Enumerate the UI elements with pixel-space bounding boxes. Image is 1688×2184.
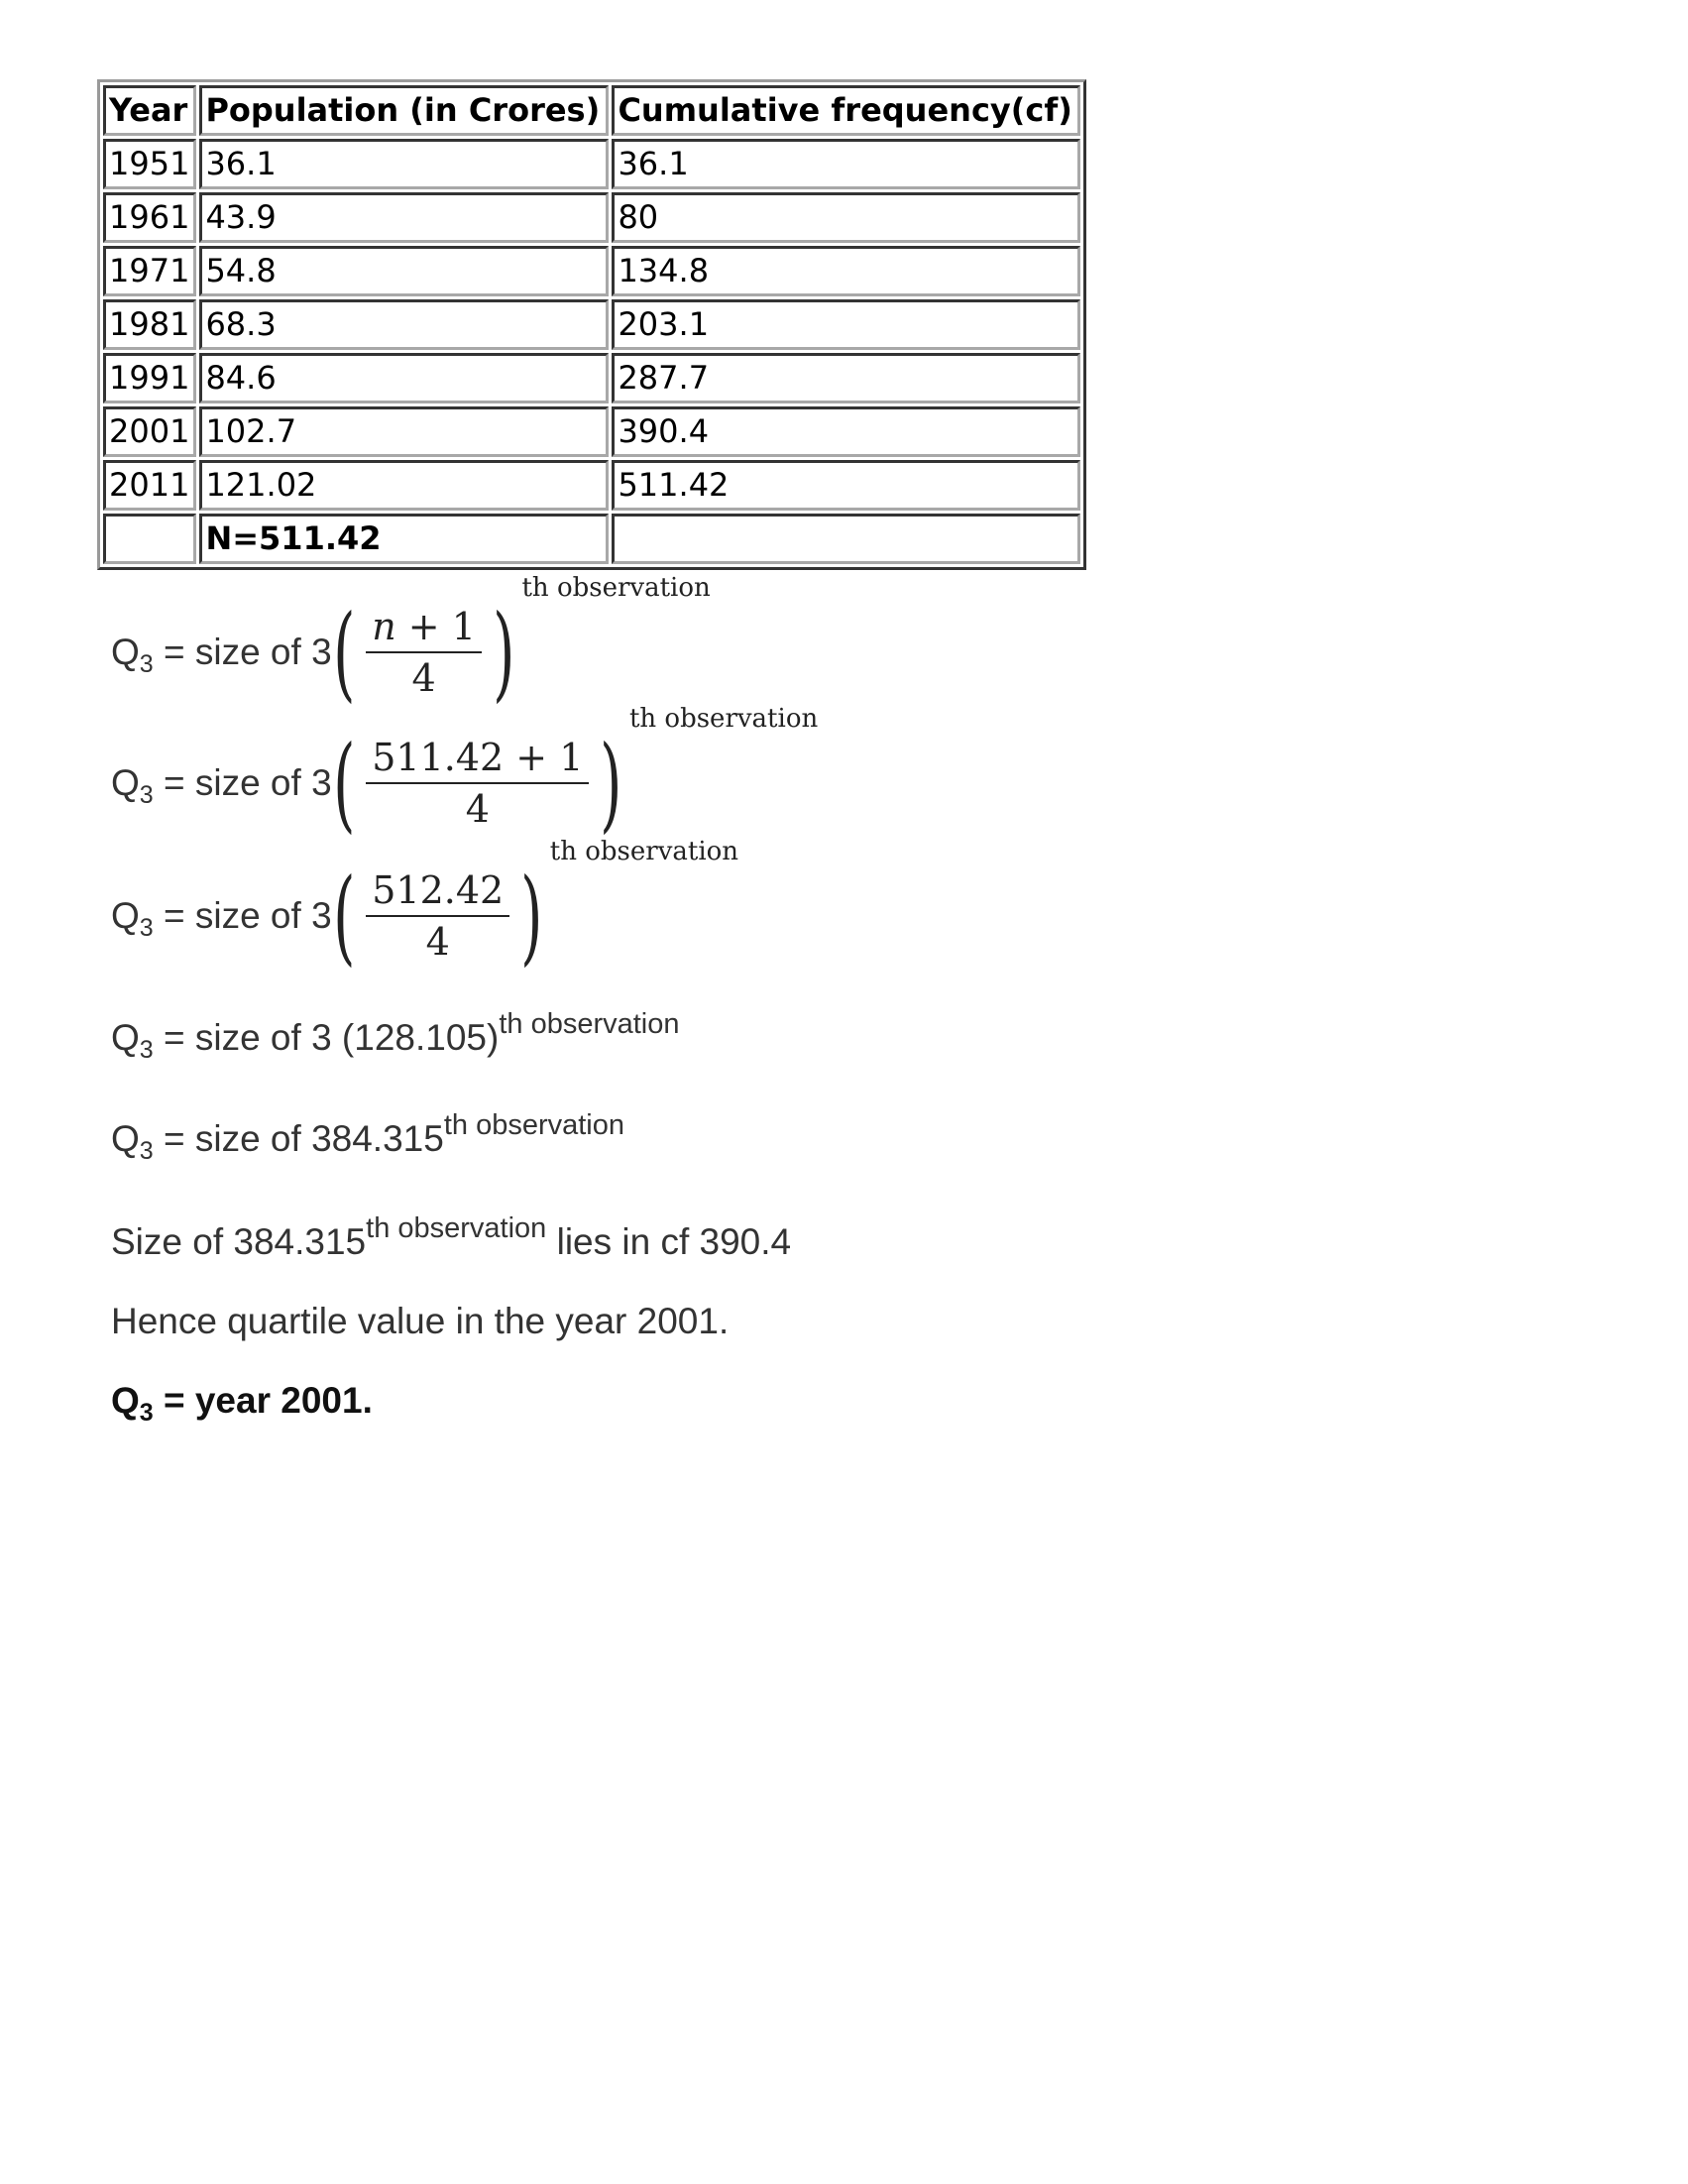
q3-label: Q [111, 1017, 140, 1058]
cell-total-empty [103, 514, 196, 564]
right-paren: ) [520, 856, 543, 977]
final-answer [111, 1380, 373, 1427]
cell-population: 102.7 [199, 406, 609, 457]
conclusion-text: Hence quartile value in the year 2001. [111, 1301, 730, 1341]
equation-step-2 [111, 704, 819, 844]
header-cumulative-frequency: Cumulative frequency(cf) [612, 85, 1080, 136]
superscript-th-observation: th observation [443, 1109, 624, 1141]
superscript-th-observation: th observation [499, 1008, 680, 1040]
cell-population: 68.3 [199, 299, 609, 350]
table-total-row [103, 514, 1080, 564]
right-paren: ) [600, 723, 622, 844]
cell-year: 1971 [103, 246, 196, 296]
final-answer-text: = year 2001. [153, 1380, 373, 1421]
cell-cf: 390.4 [612, 406, 1080, 457]
step-text-post: lies in cf 390.4 [546, 1221, 792, 1262]
q3-subscript: 3 [139, 1036, 154, 1064]
cell-cf: 511.42 [612, 460, 1080, 511]
right-paren: ) [493, 592, 515, 713]
header-population: Population (in Crores) [199, 85, 609, 136]
cell-cf: 80 [612, 192, 1080, 243]
cell-population: 84.6 [199, 353, 609, 403]
cell-cf: 36.1 [612, 139, 1080, 189]
fraction-numerator: 511.42 + 1 [372, 736, 584, 779]
population-table [97, 79, 1086, 570]
equation-step-5 [111, 1109, 624, 1165]
left-paren: ( [332, 856, 356, 977]
table-row [103, 139, 1080, 189]
table-header-row [103, 85, 1080, 136]
equation-step-4 [111, 1008, 680, 1064]
cell-total-n: N=511.42 [199, 514, 609, 564]
population-table-container [97, 79, 1086, 570]
cell-population: 36.1 [199, 139, 609, 189]
table-row [103, 460, 1080, 511]
cell-cf: 287.7 [612, 353, 1080, 403]
fraction-numerator: n + 1 [372, 605, 476, 648]
step-text: = size of 384.315 [153, 1118, 444, 1159]
q3-subscript: 3 [139, 1399, 154, 1427]
cell-population: 43.9 [199, 192, 609, 243]
step-text: = size of 3 (128.105) [153, 1017, 500, 1058]
cell-year: 1981 [103, 299, 196, 350]
fraction [366, 865, 509, 967]
fraction-numerator: 512.42 [372, 868, 505, 912]
superscript-th-observation: th observation [366, 1212, 547, 1244]
q3-label: $Q_3$ = size of 3 [111, 632, 332, 678]
equation-step-3 [111, 837, 739, 977]
table-row [103, 406, 1080, 457]
superscript-th-observation: th observation [549, 837, 739, 866]
q3-label: Q [111, 1118, 140, 1159]
cell-year: 1991 [103, 353, 196, 403]
cell-year: 2001 [103, 406, 196, 457]
cell-population: 121.02 [199, 460, 609, 511]
cell-total-empty [612, 514, 1080, 564]
table-row [103, 246, 1080, 296]
superscript-th-observation: th observation [628, 704, 819, 734]
cell-year: 1951 [103, 139, 196, 189]
q3-label: Q [111, 1380, 140, 1421]
fraction-denominator: 4 [411, 656, 436, 700]
cell-population: 54.8 [199, 246, 609, 296]
equation-step-6 [111, 1212, 792, 1263]
cell-year: 1961 [103, 192, 196, 243]
superscript-th-observation: th observation [521, 573, 711, 603]
fraction-denominator: 4 [465, 787, 490, 831]
q3-subscript: 3 [139, 1137, 154, 1165]
equation-step-1 [111, 573, 711, 713]
step-text-pre: Size of 384.315 [111, 1221, 367, 1262]
cell-cf: 134.8 [612, 246, 1080, 296]
q3-label: $Q_3$ = size of 3 [111, 762, 332, 809]
cell-cf: 203.1 [612, 299, 1080, 350]
table-row [103, 299, 1080, 350]
q3-label: $Q_3$ = size of 3 [111, 895, 332, 942]
fraction-denominator: 4 [425, 920, 450, 964]
fraction [366, 602, 482, 703]
left-paren: ( [332, 592, 356, 713]
fraction [366, 733, 589, 834]
table-row [103, 353, 1080, 403]
header-year: Year [103, 85, 196, 136]
left-paren: ( [332, 723, 356, 844]
table-row [103, 192, 1080, 243]
cell-year: 2011 [103, 460, 196, 511]
